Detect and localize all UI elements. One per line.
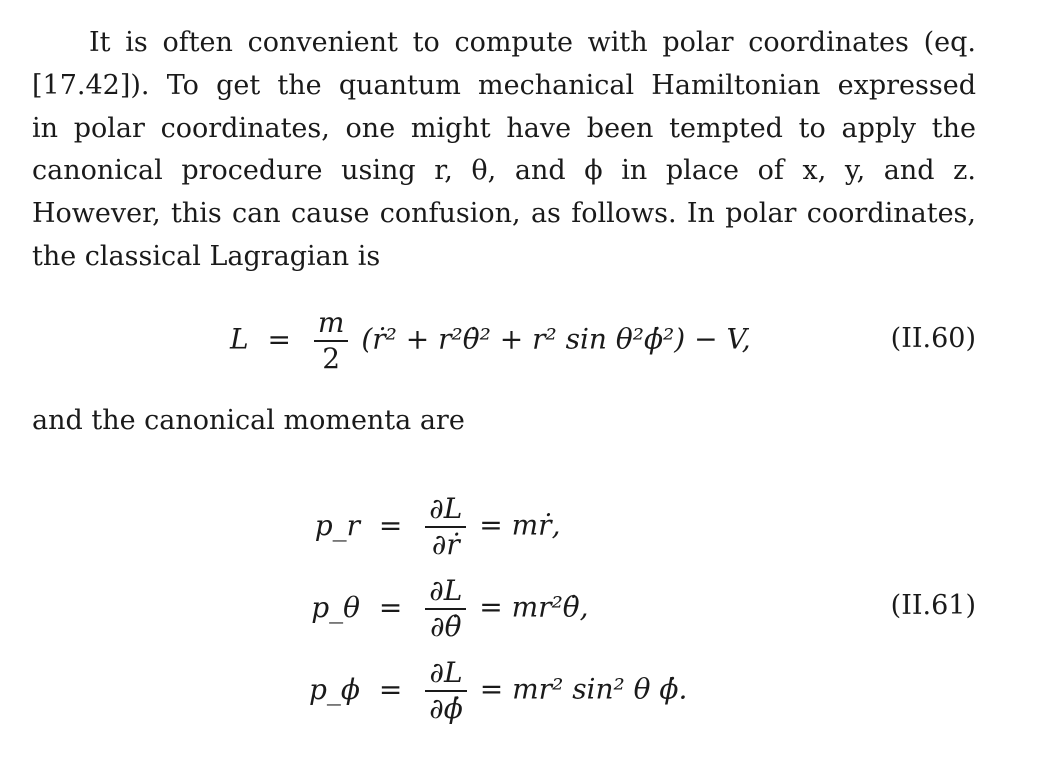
momentum-lhs: p_θ [311, 590, 360, 624]
equation-body: (ṙ² + r²θ̇² + r² sin θ²ϕ̇²) − V, [361, 322, 751, 356]
momentum-rhs: = mr²θ̇, [479, 590, 589, 624]
text-line: in polar coordinates, one might have been tempted to apply the [32, 112, 976, 144]
fraction [314, 306, 349, 376]
lagrangian-equation [230, 306, 751, 376]
equation-lhs: L [230, 322, 249, 356]
text-line: and the canonical momenta are [32, 405, 465, 436]
momentum-lhs: p_r [314, 508, 360, 542]
equation-number: (II.61) [890, 590, 976, 621]
fraction-denominator: ∂ṙ [431, 528, 460, 561]
momentum-rhs: = mr² sin² θ ϕ̇. [479, 672, 688, 706]
equals-sign: = [267, 322, 291, 356]
partial-fraction [425, 492, 466, 562]
fraction-numerator: ∂L [425, 656, 467, 692]
intro-paragraph [32, 22, 976, 279]
momentum-row-r: p_r = $\frac{\partial L}{\text{∂ṙ}}$ = mṙ, [300, 492, 560, 562]
fraction-denominator: ∂θ̇ [430, 610, 462, 643]
momentum-rhs: = mṙ, [479, 508, 561, 542]
text-line: It is often convenient to compute with polar coordinates (eq. [89, 27, 976, 58]
text-line: [17.42]). To get the quantum mechanical Hamiltonian expressed [32, 69, 976, 101]
fraction-numerator: ∂L [425, 574, 466, 610]
fraction-denominator: 2 [322, 342, 341, 375]
fraction-numerator: ∂L [425, 492, 466, 528]
equation-number: (II.60) [890, 323, 976, 354]
fraction-numerator: m [314, 306, 349, 342]
text-line: the classical Lagragian is [32, 240, 381, 272]
fraction-denominator: ∂ϕ̇ [429, 692, 463, 725]
partial-fraction [425, 656, 467, 726]
text-line: canonical procedure using r, θ, and ϕ in place of x, y, and z. [32, 155, 976, 187]
momentum-lhs: p_ϕ [308, 672, 360, 706]
momenta-paragraph [32, 400, 976, 443]
momentum-row-phi: p_ϕ = $\frac{\partial L}{\partial\phi̇}$ = mr² sin² θ ϕ̇. [300, 656, 687, 726]
partial-fraction [425, 574, 466, 644]
momentum-row-theta: p_θ = $\frac{\partial L}{\partial\thetȧ}$ = mr²θ̇, [300, 574, 589, 644]
text-line: However, this can cause confusion, as follows. In polar coordinates, [32, 198, 976, 230]
